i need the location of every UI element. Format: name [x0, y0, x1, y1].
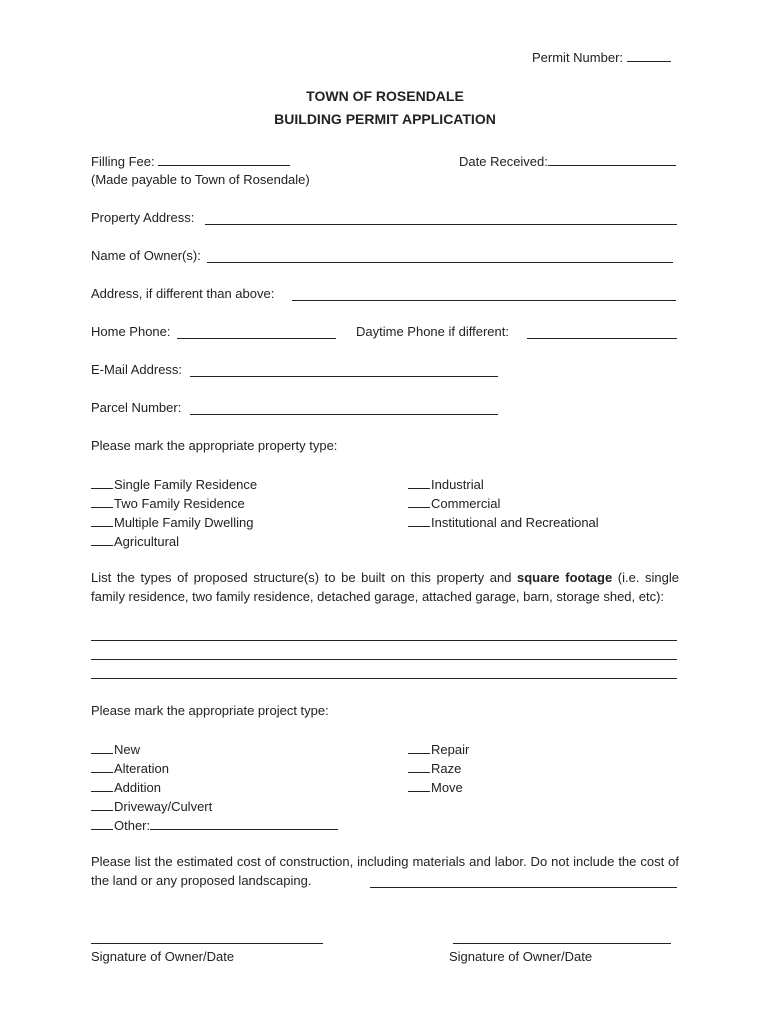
property-option[interactable]: Agricultural — [91, 533, 179, 550]
home-phone-label: Home Phone: — [91, 324, 171, 339]
project-option[interactable]: Repair — [408, 741, 469, 758]
project-option[interactable]: Alteration — [91, 760, 169, 777]
signature-label-right: Signature of Owner/Date — [449, 949, 593, 964]
date-received-label: Date Received: — [459, 153, 676, 170]
other-field[interactable] — [150, 817, 338, 830]
property-type-prompt: Please mark the appropriate property type: — [91, 438, 338, 453]
page-subtitle: BUILDING PERMIT APPLICATION — [274, 111, 496, 127]
daytime-phone-field[interactable] — [527, 338, 677, 339]
email-field[interactable] — [190, 376, 498, 377]
project-option[interactable]: Addition — [91, 779, 161, 796]
property-option[interactable]: Two Family Residence — [91, 495, 245, 512]
daytime-phone-label: Daytime Phone if different: — [356, 324, 509, 339]
cost-field[interactable] — [370, 887, 677, 888]
filling-fee-label: Filling Fee: — [91, 153, 290, 170]
date-received-field[interactable] — [548, 153, 676, 166]
permit-number-label: Permit Number: — [532, 49, 671, 66]
property-address-label: Property Address: — [91, 210, 195, 225]
filling-fee-field[interactable] — [158, 153, 290, 166]
permit-number-field[interactable] — [627, 49, 671, 62]
signature-label-left: Signature of Owner/Date — [91, 949, 235, 964]
property-address-field[interactable] — [205, 224, 677, 225]
home-phone-field[interactable] — [177, 338, 336, 339]
payable-note: (Made payable to Town of Rosendale) — [91, 172, 310, 187]
structures-prompt: List the types of proposed structure(s) to be built on this property and square footage (i.e. single family residence, two family residence, detached garage, attached garage, barn, storage shed, etc): — [91, 570, 679, 604]
alt-address-label: Address, if different than above: — [91, 286, 275, 301]
structures-line[interactable] — [91, 678, 677, 679]
signature-line-left[interactable] — [91, 943, 323, 944]
property-option[interactable]: Commercial — [408, 495, 500, 512]
property-option[interactable]: Industrial — [408, 476, 484, 493]
project-option[interactable]: Driveway/Culvert — [91, 798, 212, 815]
project-type-prompt: Please mark the appropriate project type: — [91, 703, 329, 718]
property-option[interactable]: Institutional and Recreational — [408, 514, 599, 531]
cost-prompt: Please list the estimated cost of construction, including materials and labor. Do not include the cost of the land or any proposed landscaping. — [91, 854, 679, 888]
structures-line[interactable] — [91, 659, 677, 660]
parcel-number-label: Parcel Number: — [91, 400, 182, 415]
project-option[interactable]: Raze — [408, 760, 461, 777]
owner-names-label: Name of Owner(s): — [91, 248, 201, 263]
email-label: E-Mail Address: — [91, 362, 183, 377]
structures-line[interactable] — [91, 640, 677, 641]
parcel-number-field[interactable] — [190, 414, 498, 415]
signature-line-right[interactable] — [453, 943, 671, 944]
property-option[interactable]: Multiple Family Dwelling — [91, 514, 253, 531]
project-option[interactable]: New — [91, 741, 140, 758]
property-option[interactable]: Single Family Residence — [91, 476, 257, 493]
page-title: TOWN OF ROSENDALE — [306, 88, 464, 104]
alt-address-field[interactable] — [292, 300, 676, 301]
project-option[interactable]: Move — [408, 779, 463, 796]
project-option-other[interactable]: Other: — [91, 817, 338, 834]
owner-names-field[interactable] — [207, 262, 673, 263]
